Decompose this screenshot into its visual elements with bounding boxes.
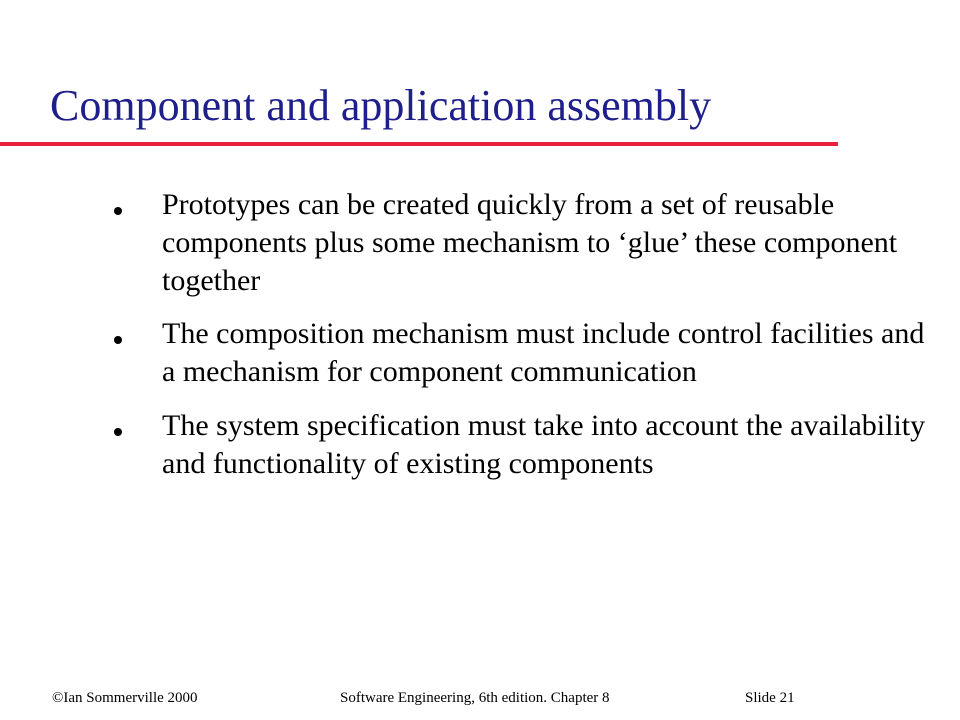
bullet-text: The system specification must take into account the availability and functionality of existing components [162, 408, 926, 480]
footer-slide-number: Slide 21 [745, 690, 795, 706]
footer-book-title: Software Engineering, 6th edition. Chapter 8 [340, 690, 610, 706]
footer-copyright: ©Ian Sommerville 2000 [52, 690, 198, 706]
bullet-item [110, 315, 930, 391]
bullet-dot-icon [114, 207, 122, 215]
bullet-list [110, 186, 930, 499]
bullet-dot-icon [114, 336, 122, 344]
title-underline [0, 142, 838, 146]
bullet-text: Prototypes can be created quickly from a set of reusable components plus some mechanism to ‘glue’ these component together [162, 188, 898, 297]
bullet-text: The composition mechanism must include control facilities and a mechanism for component communication [162, 317, 925, 389]
bullet-item [110, 407, 930, 483]
bullet-dot-icon [114, 428, 122, 436]
slide-title: Component and application assembly [50, 81, 712, 130]
bullet-item [110, 186, 930, 299]
